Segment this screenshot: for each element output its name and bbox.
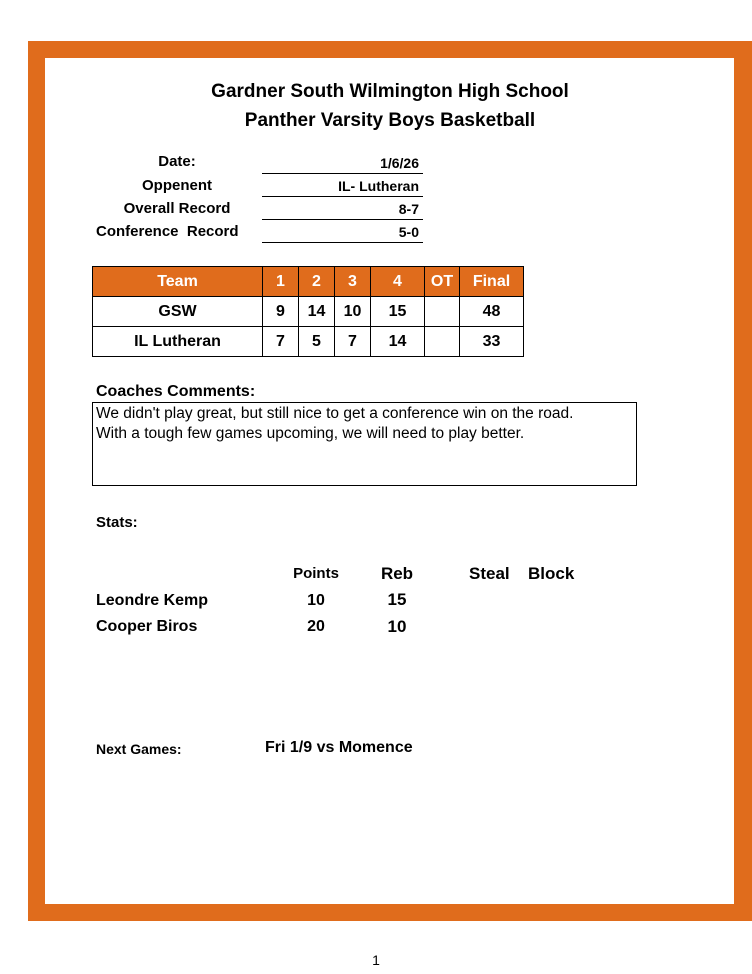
- conference-record-value: 5-0: [262, 221, 423, 243]
- final-score: 48: [460, 297, 524, 327]
- overall-record-value: 8-7: [262, 198, 423, 220]
- header-q1: 1: [263, 267, 299, 297]
- date-label: Date:: [158, 153, 196, 170]
- q1-score: 9: [263, 297, 299, 327]
- next-games-label: Next Games:: [96, 741, 182, 757]
- opponent-label: Oppenent: [142, 177, 212, 194]
- ot-score: [425, 327, 460, 357]
- player-name: Leondre Kemp: [96, 592, 209, 609]
- q2-score: 14: [299, 297, 335, 327]
- team-name: GSW: [93, 297, 263, 327]
- stats-col-steal: Steal: [469, 564, 510, 583]
- header-final: Final: [460, 267, 524, 297]
- player-reb: 10: [387, 617, 407, 636]
- page-number: 1: [372, 952, 380, 968]
- score-table: [92, 266, 524, 357]
- next-games-value: Fri 1/9 vs Momence: [265, 739, 413, 756]
- q3-score: 10: [335, 297, 371, 327]
- overall-record-label: Overall Record: [123, 200, 231, 217]
- comments-heading: Coaches Comments:: [96, 383, 256, 400]
- ot-score: [425, 297, 460, 327]
- q2-score: 5: [299, 327, 335, 357]
- final-score: 33: [460, 327, 524, 357]
- player-name: Cooper Biros: [96, 618, 198, 635]
- player-points: 20: [307, 618, 325, 635]
- comment-line: With a tough few games upcoming, we will need to play better.: [96, 425, 525, 442]
- q4-score: 15: [371, 297, 425, 327]
- team-title: Panther Varsity Boys Basketball: [244, 110, 536, 131]
- conference-record-label: Conference Record: [96, 223, 239, 240]
- stats-col-points: Points: [293, 565, 339, 582]
- stats-col-reb: Reb: [380, 564, 414, 583]
- comments-box[interactable]: [92, 402, 637, 486]
- header-ot: OT: [425, 267, 460, 297]
- table-row: [93, 297, 524, 327]
- score-table-header: [93, 267, 524, 297]
- school-title: Gardner South Wilmington High School: [211, 81, 569, 102]
- q3-score: 7: [335, 327, 371, 357]
- comment-line: We didn't play great, but still nice to get a conference win on the road.: [96, 405, 574, 422]
- opponent-value: IL- Lutheran: [262, 175, 423, 197]
- team-name: IL Lutheran: [93, 327, 263, 357]
- table-row: [93, 327, 524, 357]
- player-reb: 15: [387, 590, 407, 609]
- player-points: 10: [307, 592, 325, 609]
- header-q3: 3: [335, 267, 371, 297]
- stats-col-block: Block: [528, 564, 575, 583]
- header-team: Team: [93, 267, 263, 297]
- header-q2: 2: [299, 267, 335, 297]
- header-q4: 4: [371, 267, 425, 297]
- q1-score: 7: [263, 327, 299, 357]
- stats-heading: Stats:: [96, 514, 138, 531]
- date-value: 1/6/26: [262, 152, 423, 174]
- q4-score: 14: [371, 327, 425, 357]
